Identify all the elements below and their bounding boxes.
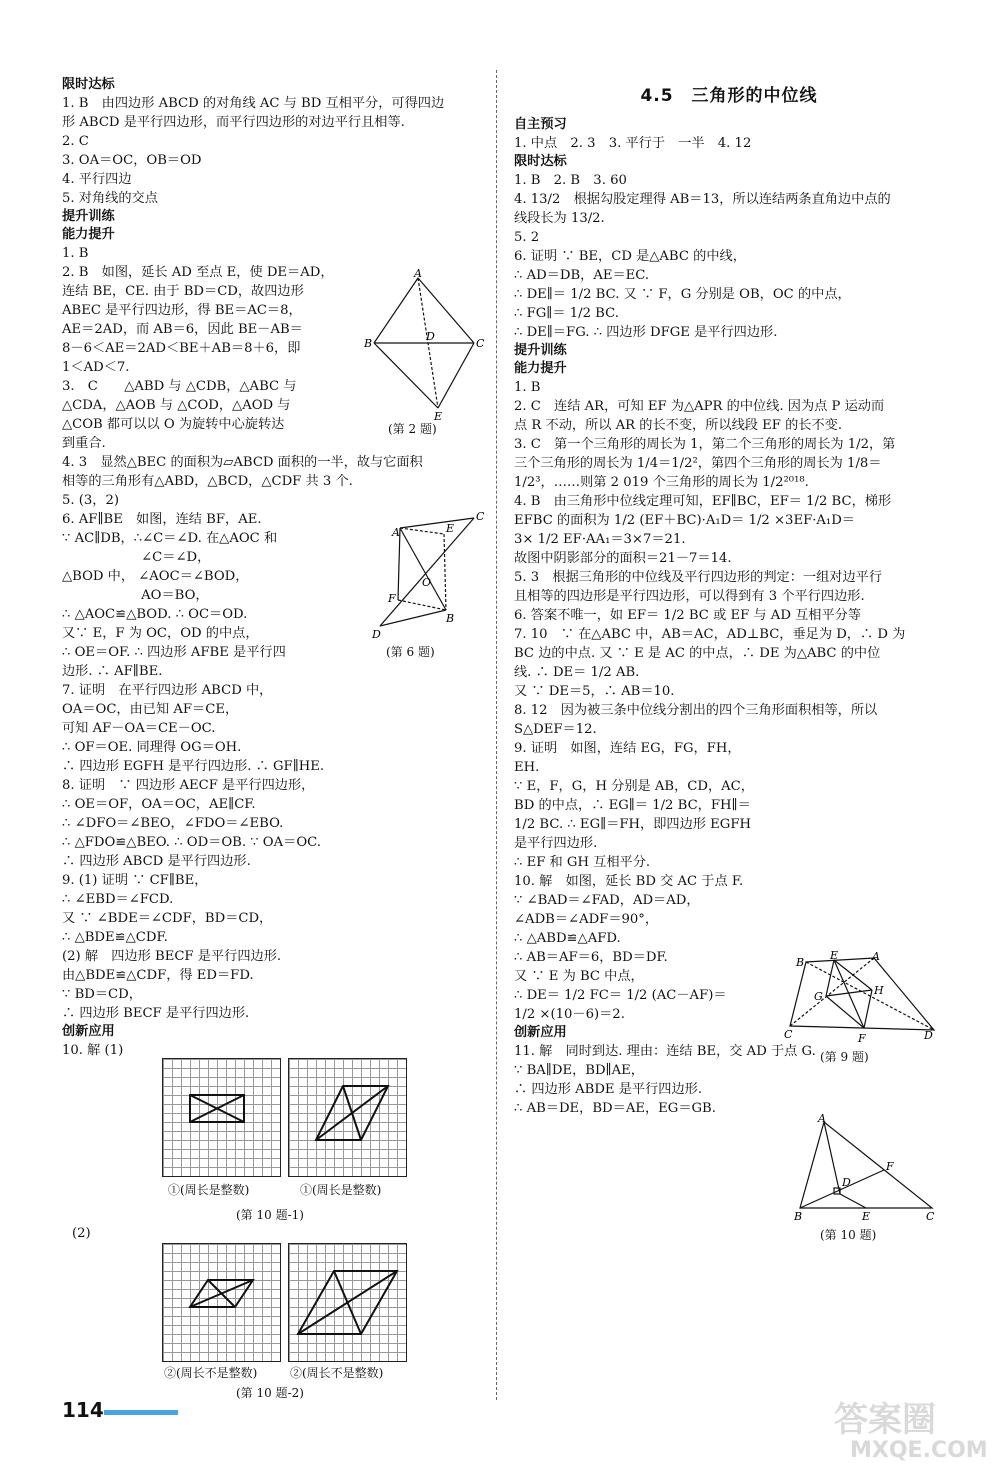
left-line: ∴ △FDO≌△BEO. ∴ OD＝OB. ∵ OA＝OC. [62,835,321,850]
right-line: ∵ E，F，G，H 分别是 AB，CD，AC， [514,779,754,794]
right-line: 1/2 BC. ∴ EG∥＝FH，即四边形 EGFH [514,817,751,832]
svg-text:A: A [392,526,400,539]
page-number-bar [104,1410,178,1415]
right-heading: 能力提升 [514,361,567,376]
left-line: 又∵ E，F 为 OC，OD 的中点， [62,626,259,641]
left-line: 7. 证明 在平行四边形 ABCD 中， [62,683,273,698]
svg-text:H: H [874,984,884,997]
right-line: 又 ∵ DE＝5，∴ AB＝10. [514,684,675,699]
right-line: 4. B 由三角形中位线定理可知，EF∥BC，EF＝ 1/2 BC，梯形 [514,494,892,509]
page-number: 114 [62,1398,104,1422]
column-divider [496,70,497,1400]
right-line: 1/2 ×(10－6)＝2. [514,1007,625,1022]
figure-9-caption: (第 9 题) [820,1050,869,1064]
grid-label-2a: ②(周长不是整数) [164,1366,258,1380]
left-line: 4. 3 显然△BEC 的面积为▱ABCD 面积的一半，故与它面积 [62,455,423,470]
svg-text:A: A [818,1112,826,1125]
left-line: ∴ ∠DFO＝∠BEO，∠FDO＝∠EBO. [62,816,284,831]
right-line: 是平行四边形. [514,836,598,851]
right-heading: 提升训练 [514,343,567,358]
svg-text:C: C [476,337,485,350]
right-line: 三个三角形的周长为 1/4＝1/2²，第四个三角形的周长为 1/8＝ [514,456,882,471]
svg-text:D: D [426,330,435,343]
svg-text:C: C [476,510,485,523]
svg-text:O: O [422,576,432,589]
left-heading: 提升训练 [62,209,115,224]
svg-text:D: D [842,1176,851,1189]
left-line: 8. 证明 ∵ 四边形 AECF 是平行四边形， [62,778,315,793]
left-line: 6. AF∥BE 如图，连结 BF，AE. [62,512,262,527]
part-2-label: (2) [72,1226,91,1241]
figure-right-problem-9 [784,950,944,1046]
left-line: ∴ 四边形 ABCD 是平行四边形. [62,854,251,869]
right-line: BD 的中点，∴ EG∥＝ 1/2 BC，FH∥＝ [514,798,751,813]
grid-figure-1a [162,1058,281,1177]
svg-text:A: A [872,950,880,963]
left-line: OA＝OC，由已知 AF＝CE， [62,702,239,717]
right-line: 线段长为 13/2. [514,211,605,226]
left-line: 8－6＜AE＝2AD＜BE＋AB＝8＋6，即 [62,341,301,356]
left-line: AO＝BO， [62,588,209,603]
right-line: 6. 证明 ∵ BE，CD 是△ABC 的中线， [514,249,746,264]
svg-text:C: C [926,1210,935,1223]
svg-text:B: B [446,612,455,625]
right-line: 7. 10 ∵ 在△ABC 中，AB＝AC，AD⊥BC，垂足为 D，∴ D 为 [514,627,906,642]
svg-text:E: E [446,522,455,535]
right-line: ∴ 四边形 ABDE 是平行四边形. [514,1082,703,1097]
right-line: ∴ FG∥＝ 1/2 BC. [514,306,619,321]
left-line: ∠C＝∠D， [62,550,211,565]
right-line: ∴ AD＝DB，AE＝EC. [514,268,650,283]
left-line: ∴ △AOC≌△BOD. ∴ OC＝OD. [62,607,248,622]
svg-text:F: F [886,1160,894,1173]
svg-text:F: F [388,592,396,605]
right-line: EH. [514,760,540,775]
figure-10-2-caption: (第 10 题-2) [236,1386,304,1400]
right-line: BC 边的中点. 又 ∵ E 是 AC 的中点，∴ DE 为△ABC 的中位 [514,646,881,661]
left-line: 由△BDE≌△CDF，得 ED＝FD. [62,968,254,983]
grid-figure-2b [288,1243,407,1362]
left-line: 形 ABCD 是平行四边形，而平行四边形的对边平行且相等. [62,115,405,130]
left-line: 2. B 如图，延长 AD 至点 E，使 DE＝AD， [62,265,334,280]
right-line: 6. 答案不唯一，如 EF＝ 1/2 BC 或 EF 与 AD 互相平分等 [514,608,862,623]
left-line: 4. 平行四边 [62,172,132,187]
right-line: ∴ EF 和 GH 互相平分. [514,855,651,870]
right-line: ∴ △ABD≌△AFD. [514,931,621,946]
right-line: 故图中阴影部分的面积＝21－7＝14. [514,551,732,566]
right-line: 10. 解 如图，延长 BD 交 AC 于点 F. [514,874,744,889]
left-line: ∴ ∠EBD＝∠FCD. [62,892,174,907]
right-line: ∴ DE∥＝ 1/2 BC. 又 ∵ F，G 分别是 OB，OC 的中点， [514,287,851,302]
left-line: 相等的三角形有△ABD，△BCD，△CDF 共 3 个. [62,474,353,489]
left-line: 可知 AF－OA＝CE－OC. [62,721,216,736]
figure-6-caption: (第 6 题) [386,645,435,659]
left-line: 5. 对角线的交点 [62,191,158,206]
svg-text:A: A [414,268,422,280]
left-line: 又 ∵ ∠BDE＝∠CDF，BD＝CD， [62,911,273,926]
grid-label-1b: ①(周长是整数) [300,1183,382,1197]
left-line: 连结 BE，CE. 由于 BD＝CD，故四边形 [62,284,304,299]
left-line: ∴ OF＝OE. 同理得 OG＝OH. [62,740,242,755]
right-line: 4. 13/2 根据勾股定理得 AB＝13，所以连结两条直角边中点的 [514,192,891,207]
right-line: 1/2³，……则第 2 019 个三角形的周长为 1/2²⁰¹⁸. [514,475,809,490]
svg-text:B: B [796,956,805,969]
right-line: 1. B 2. B 3. 60 [514,173,627,188]
left-line: ∵ BD＝CD， [62,987,142,1002]
grid-label-1a: ①(周长是整数) [168,1183,250,1197]
left-line: 9. (1) 证明 ∵ CF∥BE， [62,873,208,888]
watermark-site: MXQE.COM [850,1438,988,1463]
figure-problem-2 [362,268,492,428]
right-line: EFBC 的面积为 1/2 (EF＋BC)·A₁D＝ 1/2 ×3EF·A₁D＝ [514,513,855,528]
right-line: ∴ AB＝DE，BD＝AE，EG＝GB. [514,1101,716,1116]
svg-text:B: B [364,337,373,350]
svg-text:E: E [862,1210,871,1223]
left-line: 1. B 由四边形 ABCD 的对角线 AC 与 BD 互相平分，可得四边 [62,96,445,111]
left-line: 1＜AD＜7. [62,360,130,375]
right-heading: 自主预习 [514,117,567,132]
left-line: 3. C △ABD 与 △CDB，△ABC 与 [62,379,297,394]
right-line: 点 R 不动，所以 AR 的长不变，所以线段 EF 的长不变. [514,418,843,433]
section-title: 4.5 三角形的中位线 [640,86,818,106]
left-heading: 限时达标 [62,77,115,92]
left-line: 5. (3，2) [62,493,120,508]
left-heading: 创新应用 [62,1024,115,1039]
right-line: 5. 3 根据三角形的中位线及平行四边形的判定：一组对边平行 [514,570,883,585]
right-line: 1. 中点 2. 3 3. 平行于 一半 4. 12 [514,136,752,151]
right-line: ∵ ∠BAD＝∠FAD，AD＝AD， [514,893,700,908]
right-line: ∵ BA∥DE，BD∥AE， [514,1063,644,1078]
right-line: 1. B [514,380,541,395]
right-line: 9. 证明 如图，连结 EG，FG，FH， [514,741,741,756]
grid-figure-1b [288,1058,407,1177]
watermark [790,1392,990,1472]
left-line: ∴ OE＝OF，OA＝OC，AE∥CF. [62,797,256,812]
left-line: 1. B [62,246,89,261]
right-line: 11. 解 同时到达. 理由：连结 BE，交 AD 于点 G. [514,1044,816,1059]
right-line: 线. ∴ DE＝ 1/2 AB. [514,665,640,680]
left-line: △CDA，△AOB 与 △COD，△AOD 与 [62,398,291,413]
right-line: 3× 1/2 EF·AA₁＝3×7＝21. [514,532,686,547]
left-line: ABEC 是平行四边形，得 BE＝AC＝8， [62,303,302,318]
svg-text:F: F [858,1032,866,1045]
left-line: 边形. ∴ AF∥BE. [62,664,163,679]
grid-figure-2a [162,1243,281,1362]
left-line: ∵ AC∥DB，∴∠C＝∠D. 在△AOC 和 [62,531,278,546]
left-line: 到重合. [62,436,106,451]
svg-text:G: G [814,990,823,1003]
left-line: AE＝2AD，而 AB＝6，因此 BE－AB＝ [62,322,303,337]
figure-10-1-caption: (第 10 题-1) [236,1208,304,1222]
watermark-logo: 答案圈 [834,1400,936,1440]
left-line: ∴ △BDE≌△CDF. [62,930,168,945]
left-line: (2) 解 四边形 BECF 是平行四边形. [62,949,282,964]
right-line: S△DEF＝12. [514,722,597,737]
left-line: 3. OA＝OC，OB＝OD [62,153,202,168]
right-line: ∴ AB＝AF＝6，BD＝DF. [514,950,668,965]
svg-text:B: B [794,1210,803,1223]
left-line: 2. C [62,134,89,149]
right-line: ∴ DE∥＝FG. ∴ 四边形 DFGE 是平行四边形. [514,325,778,340]
right-line: ∴ DE＝ 1/2 FC＝ 1/2 (AC－AF)＝ [514,988,727,1003]
svg-text:C: C [784,1028,793,1041]
left-line: △BOD 中， ∠AOC＝∠BOD， [62,569,249,584]
right-heading: 创新应用 [514,1025,567,1040]
left-line: △COB 都可以以 O 为旋转中心旋转达 [62,417,285,432]
right-line: ∠ADB＝∠ADF＝90°， [514,912,659,927]
right-line: 8. 12 因为被三条中位线分割出的四个三角形面积相等，所以 [514,703,878,718]
right-line: 3. C 第一个三角形的周长为 1，第二个三角形的周长为 1/2，第 [514,437,896,452]
right-line: 2. C 连结 AR，可知 EF 为△APR 的中位线. 因为点 P 运动而 [514,399,885,414]
right-line: 5. 2 [514,230,540,245]
figure-right-problem-10 [788,1112,938,1224]
figure-2-caption: (第 2 题) [388,422,437,436]
svg-text:E: E [830,950,839,962]
left-line: ∴ OE＝OF. ∴ 四边形 AFBE 是平行四 [62,645,286,660]
grid-label-2b: ②(周长不是整数) [290,1366,384,1380]
svg-text:E: E [434,410,443,423]
left-line: ∴ 四边形 EGFH 是平行四边形. ∴ GF∥HE. [62,759,325,774]
right-heading: 限时达标 [514,154,567,169]
left-heading: 能力提升 [62,227,115,242]
right-line: 又 ∵ E 为 BC 中点， [514,969,644,984]
left-line: ∴ 四边形 BECF 是平行四边形. [62,1006,250,1021]
left-line: 10. 解 (1) [62,1043,124,1058]
right-line: 且相等的四边形是平行四边形，可以得到有 3 个平行四边形. [514,589,865,604]
svg-text:D: D [924,1029,933,1042]
figure-problem-6 [366,508,492,640]
figure-10-caption: (第 10 题) [820,1228,877,1242]
svg-text:D: D [372,628,381,640]
